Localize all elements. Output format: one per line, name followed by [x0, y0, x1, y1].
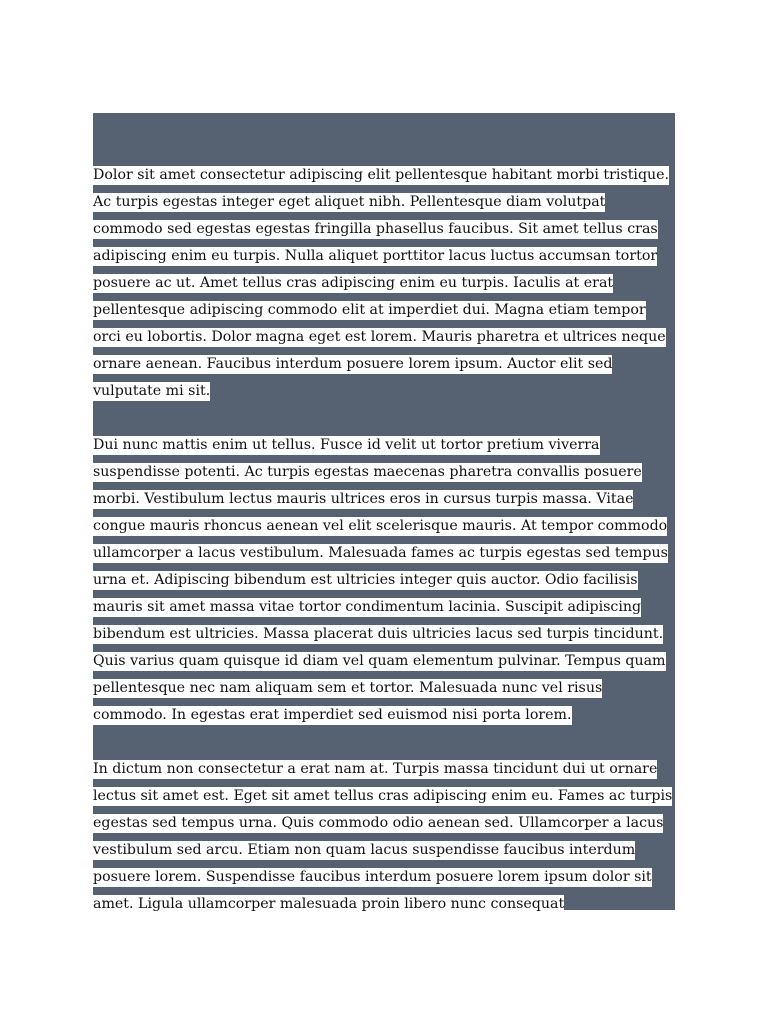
paragraph-2-text[interactable]: Dui nunc mattis enim ut tellus. Fusce id velit ut tortor pretium viverra suspendisse potenti. Ac turpis egestas maecenas pharetra convallis posuere morbi. Vestibulum lectus mauris ultrices eros in cursus turpis massa. Vitae congue mauris rhoncus aenean vel elit scelerisque mauris. At tempor commodo ullamcorper a lacus vestibulum. Malesuada fames ac turpis egestas sed tempus urna et. Adipiscing bibendum est ultricies integer quis auctor. Odio facilisis mauris sit amet massa vitae tortor condimentum lacinia. Suscipit adipiscing bibendum est ultricies. Massa placerat duis ultricies lacus sed turpis tincidunt. Quis varius quam quisque id diam vel quam elementum pulvinar. Tempus quam pellentesque nec nam aliquam sem et tortor. Malesuada nunc vel risus commodo. In egestas erat imperdiet sed euismod nisi porta lorem.	[93, 437, 668, 723]
paragraph-2	[93, 432, 675, 729]
paragraph-1-text[interactable]: Dolor sit amet consectetur adipiscing elit pellentesque habitant morbi tristique. Ac turpis egestas integer eget aliquet nibh. Pellentesque diam volutpat commodo sed egestas egestas fringilla phasellus faucibus. Sit amet tellus cras adipiscing enim eu turpis. Nulla aliquet porttitor lacus luctus accumsan tortor posuere ac ut. Amet tellus cras adipiscing enim eu turpis. Iaculis at erat pellentesque adipiscing commodo elit at imperdiet dui. Magna etiam tempor orci eu lobortis. Dolor magna eget est lorem. Mauris pharetra et ultrices neque ornare aenean. Faucibus interdum posuere lorem ipsum. Auctor elit sed vulputate mi sit.	[93, 167, 670, 399]
paragraph-3	[93, 756, 675, 918]
document-body	[93, 162, 675, 945]
paragraph-1	[93, 162, 675, 405]
paragraph-3-text[interactable]: In dictum non consectetur a erat nam at. Turpis massa tincidunt dui ut ornare lectus sit amet est. Eget sit amet tellus cras adipiscing enim eu. Fames ac turpis egestas sed tempus urna. Quis commodo odio aenean sed. Ullamcorper a lacus vestibulum sed arcu. Etiam non quam lacus suspendisse faucibus interdum posuere lorem. Suspendisse faucibus interdum posuere lorem ipsum dolor sit amet. Ligula ullamcorper malesuada proin libero nunc consequat	[93, 761, 673, 912]
